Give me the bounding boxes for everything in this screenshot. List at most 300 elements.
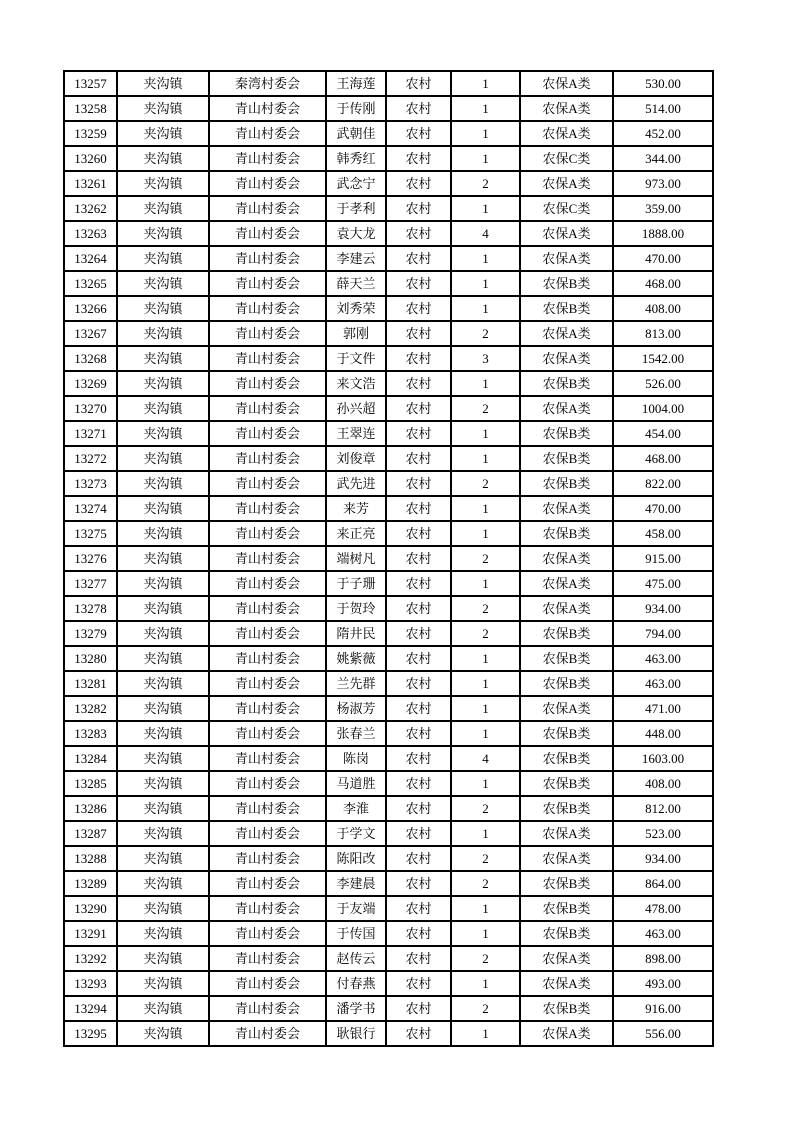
- table-cell-person_count: 1: [451, 121, 520, 146]
- table-cell-town: 夹沟镇: [117, 146, 209, 171]
- table-cell-insurance_class: 农保B类: [520, 471, 613, 496]
- table-cell-amount: 934.00: [613, 596, 713, 621]
- table-cell-amount: 898.00: [613, 946, 713, 971]
- table-cell-village_committee: 青山村委会: [209, 846, 326, 871]
- table-cell-amount: 468.00: [613, 446, 713, 471]
- table-cell-town: 夹沟镇: [117, 446, 209, 471]
- table-row: [64, 546, 713, 571]
- table-cell-person_count: 2: [451, 796, 520, 821]
- table-cell-town: 夹沟镇: [117, 896, 209, 921]
- table-cell-insurance_class: 农保C类: [520, 196, 613, 221]
- table-cell-village_committee: 青山村委会: [209, 221, 326, 246]
- table-cell-person_count: 1: [451, 196, 520, 221]
- table-cell-record_id: 13295: [64, 1021, 117, 1046]
- table-cell-village_committee: 青山村委会: [209, 396, 326, 421]
- table-cell-residence_type: 农村: [386, 521, 451, 546]
- table-cell-town: 夹沟镇: [117, 646, 209, 671]
- table-cell-residence_type: 农村: [386, 571, 451, 596]
- table-cell-insurance_class: 农保B类: [520, 521, 613, 546]
- table-cell-insurance_class: 农保A类: [520, 221, 613, 246]
- table-cell-residence_type: 农村: [386, 496, 451, 521]
- table-cell-residence_type: 农村: [386, 96, 451, 121]
- table-cell-residence_type: 农村: [386, 596, 451, 621]
- table-cell-person_count: 1: [451, 971, 520, 996]
- table-cell-record_id: 13269: [64, 371, 117, 396]
- table-cell-town: 夹沟镇: [117, 246, 209, 271]
- table-cell-residence_type: 农村: [386, 771, 451, 796]
- table-cell-village_committee: 青山村委会: [209, 496, 326, 521]
- table-cell-town: 夹沟镇: [117, 471, 209, 496]
- table-cell-residence_type: 农村: [386, 146, 451, 171]
- table-row: [64, 396, 713, 421]
- table-cell-person_count: 1: [451, 646, 520, 671]
- table-cell-person_count: 2: [451, 621, 520, 646]
- table-cell-town: 夹沟镇: [117, 546, 209, 571]
- table-cell-residence_type: 农村: [386, 171, 451, 196]
- table-cell-person_name: 武念宁: [326, 171, 386, 196]
- table-cell-person_count: 1: [451, 496, 520, 521]
- table-row: [64, 96, 713, 121]
- table-cell-person_name: 赵传云: [326, 946, 386, 971]
- table-row: [64, 371, 713, 396]
- table-cell-person_count: 2: [451, 946, 520, 971]
- table-cell-record_id: 13260: [64, 146, 117, 171]
- table-cell-amount: 514.00: [613, 96, 713, 121]
- table-cell-village_committee: 青山村委会: [209, 621, 326, 646]
- table-cell-residence_type: 农村: [386, 671, 451, 696]
- table-cell-residence_type: 农村: [386, 296, 451, 321]
- table-cell-person_count: 1: [451, 771, 520, 796]
- table-cell-person_name: 李建晨: [326, 871, 386, 896]
- table-cell-person_name: 来芳: [326, 496, 386, 521]
- table-cell-town: 夹沟镇: [117, 496, 209, 521]
- table-cell-village_committee: 青山村委会: [209, 671, 326, 696]
- table-cell-person_count: 1: [451, 421, 520, 446]
- table-row: [64, 896, 713, 921]
- table-cell-amount: 973.00: [613, 171, 713, 196]
- table-cell-person_name: 于传刚: [326, 96, 386, 121]
- table-row: [64, 246, 713, 271]
- table-cell-person_name: 李淮: [326, 796, 386, 821]
- table-cell-town: 夹沟镇: [117, 821, 209, 846]
- table-cell-amount: 454.00: [613, 421, 713, 446]
- table-cell-insurance_class: 农保A类: [520, 546, 613, 571]
- table-row: [64, 771, 713, 796]
- table-row: [64, 946, 713, 971]
- table-cell-person_count: 1: [451, 571, 520, 596]
- table-cell-person_count: 2: [451, 321, 520, 346]
- table-row: [64, 171, 713, 196]
- table-cell-insurance_class: 农保A类: [520, 596, 613, 621]
- table-cell-person_name: 于传国: [326, 921, 386, 946]
- table-cell-person_count: 1: [451, 96, 520, 121]
- table-cell-person_name: 韩秀红: [326, 146, 386, 171]
- table-row: [64, 871, 713, 896]
- table-cell-insurance_class: 农保B类: [520, 271, 613, 296]
- table-row: [64, 746, 713, 771]
- table-cell-record_id: 13270: [64, 396, 117, 421]
- table-row: [64, 1021, 713, 1046]
- table-cell-village_committee: 青山村委会: [209, 821, 326, 846]
- table-cell-insurance_class: 农保A类: [520, 971, 613, 996]
- table-cell-town: 夹沟镇: [117, 396, 209, 421]
- table-cell-village_committee: 青山村委会: [209, 296, 326, 321]
- table-cell-village_committee: 青山村委会: [209, 721, 326, 746]
- table-cell-person_name: 于学文: [326, 821, 386, 846]
- table-cell-person_count: 2: [451, 171, 520, 196]
- table-cell-person_count: 2: [451, 996, 520, 1021]
- table-cell-person_name: 刘秀荣: [326, 296, 386, 321]
- table-cell-person_count: 1: [451, 1021, 520, 1046]
- table-body: [64, 71, 713, 1046]
- table-cell-village_committee: 青山村委会: [209, 771, 326, 796]
- table-cell-insurance_class: 农保A类: [520, 171, 613, 196]
- table-cell-person_name: 端树凡: [326, 546, 386, 571]
- table-cell-person_count: 4: [451, 746, 520, 771]
- table-cell-residence_type: 农村: [386, 746, 451, 771]
- table-cell-person_count: 2: [451, 596, 520, 621]
- table-cell-person_name: 兰先群: [326, 671, 386, 696]
- table-cell-village_committee: 青山村委会: [209, 921, 326, 946]
- table-cell-record_id: 13289: [64, 871, 117, 896]
- table-cell-person_count: 4: [451, 221, 520, 246]
- table-cell-town: 夹沟镇: [117, 271, 209, 296]
- table-cell-residence_type: 农村: [386, 371, 451, 396]
- table-cell-record_id: 13273: [64, 471, 117, 496]
- table-cell-person_name: 杨淑芳: [326, 696, 386, 721]
- table-cell-amount: 408.00: [613, 296, 713, 321]
- table-cell-residence_type: 农村: [386, 821, 451, 846]
- table-cell-person_name: 郭刚: [326, 321, 386, 346]
- table-cell-residence_type: 农村: [386, 946, 451, 971]
- table-cell-town: 夹沟镇: [117, 1021, 209, 1046]
- table-cell-village_committee: 青山村委会: [209, 121, 326, 146]
- table-cell-record_id: 13290: [64, 896, 117, 921]
- table-cell-amount: 475.00: [613, 571, 713, 596]
- table-cell-person_name: 于友端: [326, 896, 386, 921]
- table-cell-village_committee: 青山村委会: [209, 371, 326, 396]
- table-cell-town: 夹沟镇: [117, 671, 209, 696]
- table-cell-village_committee: 青山村委会: [209, 971, 326, 996]
- table-cell-amount: 468.00: [613, 271, 713, 296]
- table-cell-insurance_class: 农保B类: [520, 796, 613, 821]
- table-row: [64, 196, 713, 221]
- table-cell-residence_type: 农村: [386, 246, 451, 271]
- table-row: [64, 821, 713, 846]
- table-cell-insurance_class: 农保B类: [520, 921, 613, 946]
- table-cell-residence_type: 农村: [386, 221, 451, 246]
- table-cell-person_name: 陈阳改: [326, 846, 386, 871]
- table-row: [64, 696, 713, 721]
- table-cell-town: 夹沟镇: [117, 746, 209, 771]
- table-cell-record_id: 13267: [64, 321, 117, 346]
- table-cell-village_committee: 青山村委会: [209, 1021, 326, 1046]
- table-cell-person_name: 武朝佳: [326, 121, 386, 146]
- table-cell-record_id: 13263: [64, 221, 117, 246]
- table-cell-insurance_class: 农保A类: [520, 821, 613, 846]
- table-cell-town: 夹沟镇: [117, 721, 209, 746]
- table-cell-amount: 463.00: [613, 921, 713, 946]
- table-cell-amount: 493.00: [613, 971, 713, 996]
- table-cell-amount: 530.00: [613, 71, 713, 96]
- table-row: [64, 471, 713, 496]
- table-cell-town: 夹沟镇: [117, 121, 209, 146]
- table-cell-town: 夹沟镇: [117, 946, 209, 971]
- table-cell-amount: 864.00: [613, 871, 713, 896]
- table-cell-amount: 344.00: [613, 146, 713, 171]
- table-cell-village_committee: 青山村委会: [209, 146, 326, 171]
- table-row: [64, 121, 713, 146]
- table-cell-village_committee: 青山村委会: [209, 321, 326, 346]
- table-cell-insurance_class: 农保B类: [520, 896, 613, 921]
- table-cell-record_id: 13258: [64, 96, 117, 121]
- table-cell-town: 夹沟镇: [117, 621, 209, 646]
- table-cell-person_count: 1: [451, 246, 520, 271]
- table-cell-town: 夹沟镇: [117, 371, 209, 396]
- table-cell-record_id: 13282: [64, 696, 117, 721]
- table-cell-amount: 822.00: [613, 471, 713, 496]
- table-cell-village_committee: 青山村委会: [209, 346, 326, 371]
- table-cell-residence_type: 农村: [386, 921, 451, 946]
- table-cell-residence_type: 农村: [386, 396, 451, 421]
- table-cell-residence_type: 农村: [386, 996, 451, 1021]
- table-cell-record_id: 13259: [64, 121, 117, 146]
- table-cell-residence_type: 农村: [386, 196, 451, 221]
- table-cell-record_id: 13280: [64, 646, 117, 671]
- table-cell-record_id: 13261: [64, 171, 117, 196]
- table-cell-record_id: 13284: [64, 746, 117, 771]
- table-cell-residence_type: 农村: [386, 446, 451, 471]
- table-row: [64, 271, 713, 296]
- table-cell-amount: 523.00: [613, 821, 713, 846]
- table-cell-person_count: 1: [451, 296, 520, 321]
- table-cell-person_name: 刘俊章: [326, 446, 386, 471]
- table-cell-record_id: 13266: [64, 296, 117, 321]
- table-cell-person_name: 李建云: [326, 246, 386, 271]
- table-cell-amount: 916.00: [613, 996, 713, 1021]
- table-cell-amount: 1888.00: [613, 221, 713, 246]
- table-cell-village_committee: 青山村委会: [209, 696, 326, 721]
- table-cell-record_id: 13278: [64, 596, 117, 621]
- table-cell-town: 夹沟镇: [117, 871, 209, 896]
- table-cell-village_committee: 青山村委会: [209, 446, 326, 471]
- table-cell-record_id: 13276: [64, 546, 117, 571]
- table-cell-amount: 915.00: [613, 546, 713, 571]
- table-cell-person_count: 3: [451, 346, 520, 371]
- table-cell-amount: 1542.00: [613, 346, 713, 371]
- table-cell-person_name: 耿银行: [326, 1021, 386, 1046]
- table-cell-amount: 470.00: [613, 496, 713, 521]
- table-cell-insurance_class: 农保A类: [520, 496, 613, 521]
- table-cell-person_name: 袁大龙: [326, 221, 386, 246]
- table-row: [64, 521, 713, 546]
- table-cell-person_count: 1: [451, 671, 520, 696]
- table-row: [64, 421, 713, 446]
- table-cell-insurance_class: 农保C类: [520, 146, 613, 171]
- table-cell-person_name: 隋井民: [326, 621, 386, 646]
- table-cell-insurance_class: 农保B类: [520, 446, 613, 471]
- table-cell-person_name: 王海莲: [326, 71, 386, 96]
- table-cell-insurance_class: 农保B类: [520, 671, 613, 696]
- table-cell-person_count: 2: [451, 846, 520, 871]
- table-row: [64, 446, 713, 471]
- table-cell-village_committee: 青山村委会: [209, 96, 326, 121]
- table-cell-record_id: 13294: [64, 996, 117, 1021]
- table-cell-person_count: 1: [451, 721, 520, 746]
- table-cell-residence_type: 农村: [386, 621, 451, 646]
- table-cell-village_committee: 青山村委会: [209, 996, 326, 1021]
- table-cell-record_id: 13268: [64, 346, 117, 371]
- table-cell-insurance_class: 农保A类: [520, 1021, 613, 1046]
- table-cell-record_id: 13293: [64, 971, 117, 996]
- table-cell-amount: 478.00: [613, 896, 713, 921]
- table-cell-residence_type: 农村: [386, 646, 451, 671]
- table-cell-amount: 359.00: [613, 196, 713, 221]
- table-cell-person_name: 张春兰: [326, 721, 386, 746]
- table-cell-person_name: 付春燕: [326, 971, 386, 996]
- table-cell-residence_type: 农村: [386, 796, 451, 821]
- table-cell-person_name: 武先进: [326, 471, 386, 496]
- table-row: [64, 721, 713, 746]
- table-row: [64, 321, 713, 346]
- table-row: [64, 571, 713, 596]
- table-cell-person_name: 孙兴超: [326, 396, 386, 421]
- table-row: [64, 921, 713, 946]
- table-cell-town: 夹沟镇: [117, 971, 209, 996]
- table-cell-residence_type: 农村: [386, 1021, 451, 1046]
- table-cell-person_count: 2: [451, 396, 520, 421]
- table-cell-insurance_class: 农保B类: [520, 421, 613, 446]
- table-cell-amount: 470.00: [613, 246, 713, 271]
- table-cell-residence_type: 农村: [386, 71, 451, 96]
- table-cell-town: 夹沟镇: [117, 196, 209, 221]
- table-cell-record_id: 13283: [64, 721, 117, 746]
- table-cell-village_committee: 青山村委会: [209, 421, 326, 446]
- table-cell-record_id: 13257: [64, 71, 117, 96]
- table-cell-insurance_class: 农保B类: [520, 296, 613, 321]
- table-cell-person_count: 1: [451, 271, 520, 296]
- table-cell-person_count: 1: [451, 371, 520, 396]
- table-cell-record_id: 13264: [64, 246, 117, 271]
- table-cell-amount: 1004.00: [613, 396, 713, 421]
- table-row: [64, 996, 713, 1021]
- table-cell-amount: 452.00: [613, 121, 713, 146]
- table-row: [64, 621, 713, 646]
- table-cell-town: 夹沟镇: [117, 171, 209, 196]
- table-cell-person_count: 1: [451, 71, 520, 96]
- table-cell-residence_type: 农村: [386, 871, 451, 896]
- table-row: [64, 146, 713, 171]
- table-cell-town: 夹沟镇: [117, 96, 209, 121]
- table-cell-town: 夹沟镇: [117, 996, 209, 1021]
- table-cell-record_id: 13262: [64, 196, 117, 221]
- table-cell-person_name: 潘学书: [326, 996, 386, 1021]
- table-cell-insurance_class: 农保A类: [520, 696, 613, 721]
- table-cell-person_name: 于文件: [326, 346, 386, 371]
- table-cell-insurance_class: 农保A类: [520, 71, 613, 96]
- table-cell-residence_type: 农村: [386, 321, 451, 346]
- table-cell-village_committee: 青山村委会: [209, 646, 326, 671]
- table-cell-amount: 463.00: [613, 646, 713, 671]
- table-cell-town: 夹沟镇: [117, 596, 209, 621]
- table-cell-person_count: 1: [451, 821, 520, 846]
- table-cell-town: 夹沟镇: [117, 346, 209, 371]
- table-cell-village_committee: 青山村委会: [209, 946, 326, 971]
- table-cell-insurance_class: 农保A类: [520, 321, 613, 346]
- table-cell-record_id: 13287: [64, 821, 117, 846]
- table-cell-record_id: 13272: [64, 446, 117, 471]
- table-cell-person_count: 2: [451, 546, 520, 571]
- table-cell-amount: 794.00: [613, 621, 713, 646]
- table-cell-residence_type: 农村: [386, 971, 451, 996]
- table-cell-town: 夹沟镇: [117, 796, 209, 821]
- table-cell-insurance_class: 农保A类: [520, 946, 613, 971]
- table-row: [64, 71, 713, 96]
- table-cell-amount: 408.00: [613, 771, 713, 796]
- table-cell-village_committee: 青山村委会: [209, 196, 326, 221]
- table-cell-residence_type: 农村: [386, 471, 451, 496]
- table-cell-village_committee: 青山村委会: [209, 571, 326, 596]
- table-cell-record_id: 13277: [64, 571, 117, 596]
- table-cell-amount: 934.00: [613, 846, 713, 871]
- table-cell-amount: 458.00: [613, 521, 713, 546]
- table-cell-amount: 556.00: [613, 1021, 713, 1046]
- table-cell-person_count: 1: [451, 146, 520, 171]
- table-cell-record_id: 13275: [64, 521, 117, 546]
- table-cell-residence_type: 农村: [386, 121, 451, 146]
- table-cell-village_committee: 青山村委会: [209, 271, 326, 296]
- table-cell-residence_type: 农村: [386, 546, 451, 571]
- table-cell-record_id: 13292: [64, 946, 117, 971]
- table-cell-town: 夹沟镇: [117, 696, 209, 721]
- table-cell-insurance_class: 农保A类: [520, 571, 613, 596]
- table-cell-insurance_class: 农保A类: [520, 346, 613, 371]
- table-cell-person_name: 王翠连: [326, 421, 386, 446]
- table-cell-insurance_class: 农保B类: [520, 871, 613, 896]
- table-row: [64, 846, 713, 871]
- table-cell-village_committee: 青山村委会: [209, 796, 326, 821]
- table-cell-amount: 813.00: [613, 321, 713, 346]
- table-row: [64, 796, 713, 821]
- table-cell-person_name: 陈岗: [326, 746, 386, 771]
- table-cell-village_committee: 青山村委会: [209, 871, 326, 896]
- table-row: [64, 646, 713, 671]
- table-row: [64, 346, 713, 371]
- table-row: [64, 496, 713, 521]
- table-cell-village_committee: 青山村委会: [209, 596, 326, 621]
- table-cell-town: 夹沟镇: [117, 221, 209, 246]
- table-row: [64, 971, 713, 996]
- table-cell-residence_type: 农村: [386, 721, 451, 746]
- table-cell-village_committee: 青山村委会: [209, 246, 326, 271]
- table-cell-amount: 526.00: [613, 371, 713, 396]
- table-cell-record_id: 13274: [64, 496, 117, 521]
- table-cell-person_count: 2: [451, 471, 520, 496]
- table-row: [64, 596, 713, 621]
- table-cell-record_id: 13279: [64, 621, 117, 646]
- roster-table: [63, 70, 714, 1047]
- table-cell-person_count: 1: [451, 696, 520, 721]
- table-cell-residence_type: 农村: [386, 896, 451, 921]
- table-cell-amount: 448.00: [613, 721, 713, 746]
- table-cell-insurance_class: 农保A类: [520, 121, 613, 146]
- table-cell-insurance_class: 农保B类: [520, 371, 613, 396]
- table-cell-amount: 471.00: [613, 696, 713, 721]
- table-cell-insurance_class: 农保A类: [520, 846, 613, 871]
- table-cell-record_id: 13281: [64, 671, 117, 696]
- table-cell-village_committee: 青山村委会: [209, 171, 326, 196]
- table-cell-insurance_class: 农保B类: [520, 771, 613, 796]
